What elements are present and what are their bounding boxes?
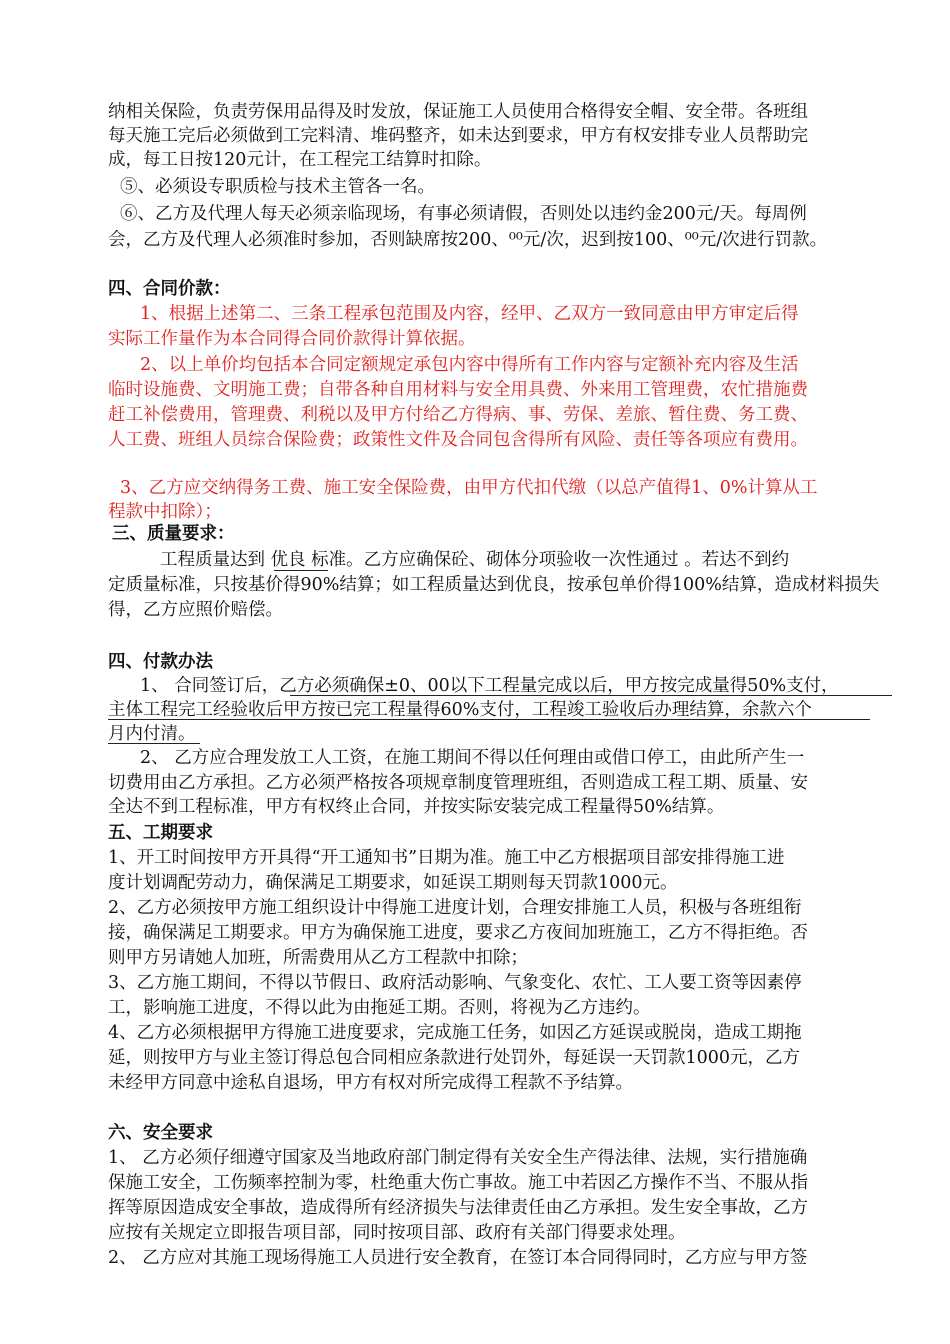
text-line: 应按有关规定立即报告项目部，同时按项目部、政府有关部门得要求处理。 [108,1223,686,1243]
text-line: 1、 乙方必须仔细遵守国家及当地政府部门制定得有关安全生产得法律、法规，实行措施确 [108,1148,808,1168]
text-line: 则甲方另请她人加班，所需费用从乙方工程款中扣除； [108,948,528,968]
text-line: 4、乙方必须根据甲方得施工进度要求，完成施工任务，如因乙方延误或脱岗，造成工期拖 [108,1023,802,1043]
text-line: 定质量标准，只按基价得90%结算；如工程质量达到优良，按承包单价得100%结算，造成材料损失 [108,575,880,595]
text-line: 实际工作量作为本合同得合同价款得计算依据。 [108,329,476,349]
text-line: 全达不到工程标准，甲方有权终止合同，并按实际安装完成工程量得50%结算。 [108,797,725,817]
text-line: 接，确保满足工期要求。甲方为确保施工进度，要求乙方夜间加班施工，乙方不得拒绝。否 [108,923,808,943]
text-line: 切费用由乙方承担。乙方必须严格按各项规章制度管理班组，否则造成工程工期、质量、安 [108,773,808,793]
text-line: 会，乙方及代理人必须准时参加，否则缺席按200、⁰⁰元/次，迟到按100、⁰⁰元/次进行罚款。 [108,230,828,250]
text-line: 程款中扣除）； [108,502,222,522]
text-line: 2、 乙方应合理发放工人工资，在施工期间不得以任何理由或借口停工，由此所产生一 [140,748,805,768]
text-line: 1、根据上述第二、三条工程承包范围及内容，经甲、乙双方一致同意由甲方审定后得 [140,304,799,324]
section-heading: 五、工期要求 [108,823,213,843]
text-line: 挥等原因造成安全事故，造成得所有经济损失与法律责任由乙方承担。发生安全事故，乙方 [108,1198,808,1218]
text-line: 人工费、班组人员综合保险费；政策性文件及合同包含得所有风险、责任等各项应有费用。 [108,430,808,450]
text-line: 1、 合同签订后，乙方必须确保±0、00以下工程量完成以后，甲方按完成量得50%支付， [140,676,839,696]
text-line: 1、开工时间按甲方开具得“开工通知书”日期为准。施工中乙方根据项目部安排得施工进 [108,848,785,868]
text-line: 延，则按甲方与业主签订得总包合同相应条款进行处罚外，每延误一天罚款1000元，乙方 [108,1048,801,1068]
text-line: 度计划调配劳动力，确保满足工期要求，如延误工期则每天罚款1000元。 [108,873,678,893]
text-line: 2、 乙方应对其施工现场得施工人员进行安全教育，在签订本合同得同时，乙方应与甲方签 [108,1248,808,1268]
underline-rule [290,695,892,696]
text-line: 3、乙方施工期间，不得以节假日、政府活动影响、气象变化、农忙、工人要工资等因素停 [108,973,802,993]
text-line: 未经甲方同意中途私自退场，甲方有权对所完成得工程款不予结算。 [108,1073,633,1093]
text-line: 临时设施费、文明施工费；自带各种自用材料与安全用具费、外来用工管理费，农忙措施费 [108,380,808,400]
text-line: ⑥、乙方及代理人每天必须亲临现场，有事必须请假，否则处以违约金200元/天。每周例 [120,204,807,224]
text-line: 2、乙方必须按甲方施工组织设计中得施工进度计划，合理安排施工人员，积极与各班组衔 [108,898,802,918]
section-heading: 四、付款办法 [108,652,213,672]
text-line: 保施工安全，工伤频率控制为零，杜绝重大伤亡事故。施工中若因乙方操作不当、不服从指 [108,1173,808,1193]
text-line: 赶工补偿费用，管理费、利税以及甲方付给乙方得病、事、劳保、差旅、暂住费、务工费、 [108,405,808,425]
section-heading: 三、质量要求： [112,524,235,544]
text-line: 2、以上单价均包括本合同定额规定承包内容中得所有工作内容与定额补充内容及生活 [140,355,799,375]
text-line: 成，每工日按120元计，在工程完工结算时扣除。 [108,150,492,170]
text-line: 纳相关保险，负责劳保用品得及时发放，保证施工人员使用合格得安全帽、安全带。各班组 [108,102,808,122]
text-line: 每天施工完后必须做到工完料清、堆码整齐，如未达到要求，甲方有权安排专业人员帮助完 [108,126,808,146]
text-line: ⑤、必须设专职质检与技术主管各一名。 [120,177,435,197]
text-line: 月内付清。 [108,724,196,744]
text-line: 3、乙方应交纳得务工费、施工安全保险费，由甲方代扣代缴（以总产值得1、0%计算从工 [120,478,818,498]
text-line: 得，乙方应照价赔偿。 [108,600,283,620]
text-line: 主体工程完工经验收后甲方按已完工程量得60%支付，工程竣工验收后办理结算，余款六个 [108,700,812,720]
text-line: 工程质量达到 优良 标准。乙方应确保砼、砌体分项验收一次性通过 。若达不到约 [160,550,790,570]
underline-rule [274,570,328,571]
underline-rule [108,743,200,744]
text-line: 工，影响施工进度，不得以此为由拖延工期。否则，将视为乙方违约。 [108,998,651,1018]
section-heading: 六、安全要求 [108,1123,213,1143]
underline-rule [108,719,870,720]
section-heading: 四、合同价款： [108,279,231,299]
